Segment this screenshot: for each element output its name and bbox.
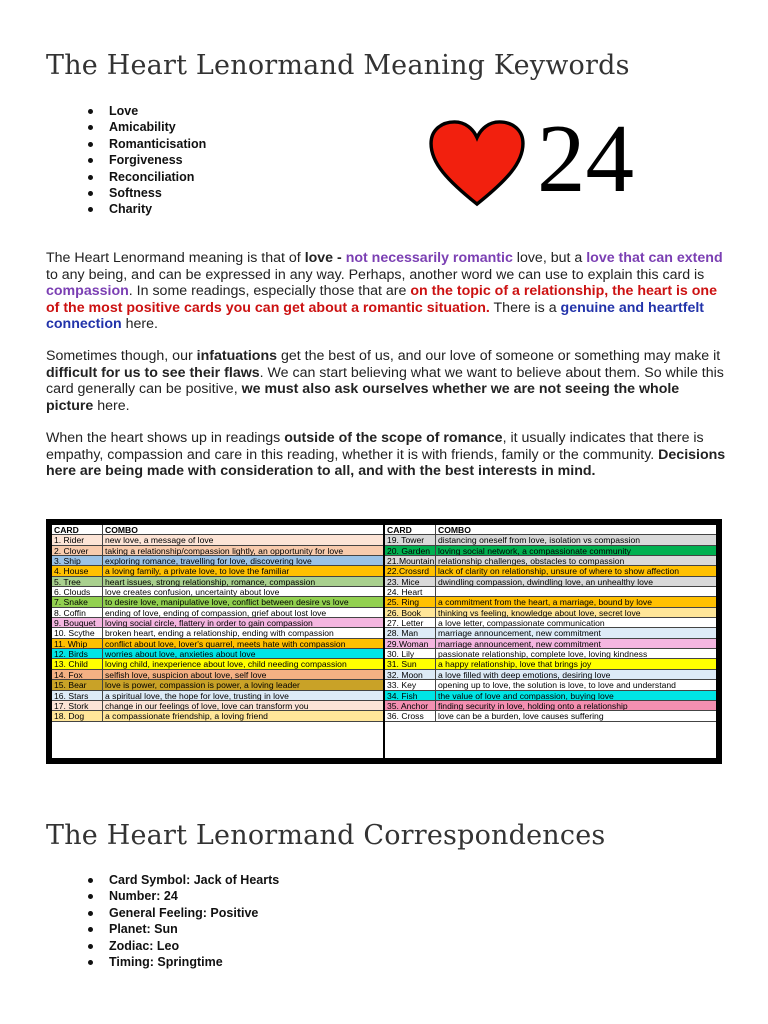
combo-table-right-column: [385, 525, 716, 758]
combo-cell: exploring romance, travelling for love, discovering love: [103, 556, 383, 565]
combo-cell: ending of love, ending of compassion, grief about lost love: [103, 608, 383, 617]
table-row: [52, 587, 383, 597]
card-name-cell: 2. Clover: [52, 546, 103, 555]
combo-cell: love is power, compassion is power, a loving leader: [103, 680, 383, 689]
infatuations-paragraph: Sometimes though, our infatuations get the best of us, and our love of someone or something may make it difficult for us to see their flaws. We can start believing what we want to believe about them. So while this card generally can be positive, we must also ask ourselves whether we are not seeing the whole picture here.: [46, 348, 724, 414]
combo-cell: a spiritual love, the hope for love, trusting in love: [103, 691, 383, 700]
combo-cell: distancing oneself from love, isolation vs compassion: [436, 535, 716, 544]
card-name-cell: 16. Stars: [52, 691, 103, 700]
meaning-paragraph: The Heart Lenormand meaning is that of love - not necessarily romantic love, but a love that can extend to any being, and can be expressed in any way. Perhaps, another word we can use to explain this card is compassion. In some readings, especially those that are on the topic of a relationship, the heart is one of the most positive cards you can get about a romantic situation. There is a genuine and heartfelt connection here.: [46, 250, 723, 333]
combo-cell: finding security in love, holding onto a relationship: [436, 701, 716, 710]
correspondences-list: [86, 872, 279, 970]
card-name-cell: 1. Rider: [52, 535, 103, 544]
keyword-item: Amicability: [86, 119, 206, 135]
card-name-cell: 20. Garden: [385, 546, 436, 555]
table-row: [52, 691, 383, 701]
combo-cell: new love, a message of love: [103, 535, 383, 544]
combo-cell: a loving family, a private love, to love the familiar: [103, 566, 383, 575]
table-row: [52, 711, 383, 721]
card-name-cell: 30. Lily: [385, 649, 436, 658]
card-name-cell: 14. Fox: [52, 670, 103, 679]
card-name-cell: 24. Heart: [385, 587, 436, 596]
card-name-cell: 15. Bear: [52, 680, 103, 689]
card-name-cell: 7. Snake: [52, 597, 103, 606]
table-row: [52, 670, 383, 680]
card-name-cell: 26. Book: [385, 608, 436, 617]
card-name-cell: 12. Birds: [52, 649, 103, 658]
combo-header: COMBO: [105, 525, 138, 535]
card-name-cell: 11. Whip: [52, 639, 103, 648]
combo-table-left-column: [52, 525, 383, 758]
combo-cell: change in our feelings of love, love can transform you: [103, 701, 383, 710]
card-name-cell: 10. Scythe: [52, 628, 103, 637]
table-row: [52, 535, 383, 545]
table-row: [385, 556, 716, 566]
table-header-row: [385, 525, 716, 535]
card-name-cell: 5. Tree: [52, 577, 103, 586]
card-number: 24: [537, 105, 634, 212]
correspondence-item: Number: 24: [86, 888, 279, 904]
card-name-cell: 28. Man: [385, 628, 436, 637]
correspondence-item: Card Symbol: Jack of Hearts: [86, 872, 279, 888]
table-row: [385, 628, 716, 638]
card-name-cell: 32. Moon: [385, 670, 436, 679]
card-name-cell: 34. Fish: [385, 691, 436, 700]
table-row: [385, 577, 716, 587]
combo-cell: opening up to love, the solution is love, to love and understand: [436, 680, 716, 689]
table-row: [52, 680, 383, 690]
card-name-cell: 23. Mice: [385, 577, 436, 586]
table-header-row: [52, 525, 383, 535]
combo-cell: dwindling compassion, dwindling love, an unhealthy love: [436, 577, 716, 586]
card-name-cell: 19. Tower: [385, 535, 436, 544]
table-row: [52, 577, 383, 587]
correspondence-item: General Feeling: Positive: [86, 905, 279, 921]
combo-cell: lack of clarity on relationship, unsure of where to show affection: [436, 566, 716, 575]
correspondence-item: Timing: Springtime: [86, 954, 279, 970]
table-row: [385, 597, 716, 607]
table-row: [52, 608, 383, 618]
card-name-cell: 13. Child: [52, 659, 103, 668]
keyword-item: Reconciliation: [86, 169, 206, 185]
table-row: [385, 587, 716, 597]
table-row: [385, 546, 716, 556]
combo-cell: a commitment from the heart, a marriage, bound by love: [436, 597, 716, 606]
table-row: [52, 701, 383, 711]
combo-cell: worries about love, anxieties about love: [103, 649, 383, 658]
card-name-cell: 36. Cross: [385, 711, 436, 720]
card-name-cell: 22.Crossrd: [385, 566, 436, 575]
table-row: [52, 659, 383, 669]
combo-cell: loving social circle, flattery in order to gain compassion: [103, 618, 383, 627]
card-header: CARD: [52, 525, 103, 534]
keywords-list: [86, 103, 206, 218]
combo-header: COMBO: [438, 525, 471, 535]
card-name-cell: 29.Woman: [385, 639, 436, 648]
card-name-cell: 9. Bouquet: [52, 618, 103, 627]
combo-cell: love creates confusion, uncertainty about love: [103, 587, 383, 596]
table-row: [385, 535, 716, 545]
keyword-item: Charity: [86, 201, 206, 217]
card-name-cell: 4. House: [52, 566, 103, 575]
combo-cell: thinking vs feeling, knowledge about love, secret love: [436, 608, 716, 617]
card-name-cell: 21.Mountain: [387, 556, 435, 566]
keyword-item: Love: [86, 103, 206, 119]
combo-cell: [436, 587, 716, 596]
combo-cell: selfish love, suspicion about love, self love: [103, 670, 383, 679]
table-row: [52, 618, 383, 628]
combo-cell: loving social network, a compassionate community: [436, 546, 716, 555]
card-name-cell: 33. Key: [385, 680, 436, 689]
card-name-cell: 25. Ring: [385, 597, 436, 606]
keyword-item: Softness: [86, 185, 206, 201]
card-name-cell: 17. Stork: [52, 701, 103, 710]
combo-cell: taking a relationship/compassion lightly, an opportunity for love: [103, 546, 383, 555]
combo-cell: passionate relationship, complete love, loving kindness: [436, 649, 716, 658]
keyword-item: Romanticisation: [86, 136, 206, 152]
table-row: [385, 680, 716, 690]
romance-scope-paragraph: When the heart shows up in readings outside of the scope of romance, it usually indicates that there is empathy, compassion and care in this reading, whether it is with friends, family or the community. Decisions here are being made with consideration to all, and with the best interests in mind.: [46, 430, 726, 480]
combo-cell: a compassionate friendship, a loving friend: [103, 711, 383, 720]
table-row: [385, 691, 716, 701]
table-row: [385, 618, 716, 628]
combo-cell: marriage announcement, new commitment: [436, 628, 716, 637]
table-row: [385, 701, 716, 711]
combo-cell: heart issues, strong relationship, romance, compassion: [103, 577, 383, 586]
combo-cell: a love letter, compassionate communication: [436, 618, 716, 627]
combo-cell: a happy relationship, love that brings joy: [436, 659, 716, 668]
table-row: [385, 639, 716, 649]
correspondences-section-title: The Heart Lenormand Correspondences: [46, 820, 606, 851]
card-name-cell: 18. Dog: [52, 711, 103, 720]
card-combo-table: [46, 519, 722, 764]
card-name-cell: 27. Letter: [385, 618, 436, 627]
combo-cell: relationship challenges, obstacles to compassion: [436, 556, 716, 565]
combo-cell: to desire love, manipulative love, conflict between desire vs love: [103, 597, 383, 606]
table-row: [52, 566, 383, 576]
combo-cell: a love filled with deep emotions, desiring love: [436, 670, 716, 679]
keyword-item: Forgiveness: [86, 152, 206, 168]
table-row: [385, 711, 716, 721]
table-row: [385, 659, 716, 669]
combo-cell: loving child, inexperience about love, child needing compassion: [103, 659, 383, 668]
card-name-cell: 6. Clouds: [52, 587, 103, 596]
keywords-section-title: The Heart Lenormand Meaning Keywords: [46, 50, 630, 81]
correspondence-item: Zodiac: Leo: [86, 938, 279, 954]
card-header: CARD: [385, 525, 436, 534]
table-row: [52, 546, 383, 556]
combo-cell: the value of love and compassion, buying love: [436, 691, 716, 700]
table-row: [52, 639, 383, 649]
table-row: [52, 556, 383, 566]
table-row: [385, 566, 716, 576]
heart-icon: [428, 120, 526, 208]
table-row: [385, 649, 716, 659]
card-name-cell: 31. Sun: [385, 659, 436, 668]
table-row: [52, 628, 383, 638]
table-row: [385, 608, 716, 618]
correspondence-item: Planet: Sun: [86, 921, 279, 937]
combo-cell: conflict about love, lover's quarrel, meets hate with compassion: [103, 639, 383, 648]
card-name-cell: 8. Coffin: [52, 608, 103, 617]
card-name-cell: 3. Ship: [52, 556, 103, 565]
combo-cell: love can be a burden, love causes suffering: [436, 711, 716, 720]
table-row: [385, 670, 716, 680]
combo-cell: marriage announcement, new commitment: [436, 639, 716, 648]
table-row: [52, 649, 383, 659]
card-name-cell: 35. Anchor: [385, 701, 436, 710]
table-row: [52, 597, 383, 607]
combo-cell: broken heart, ending a relationship, ending with compassion: [103, 628, 383, 637]
